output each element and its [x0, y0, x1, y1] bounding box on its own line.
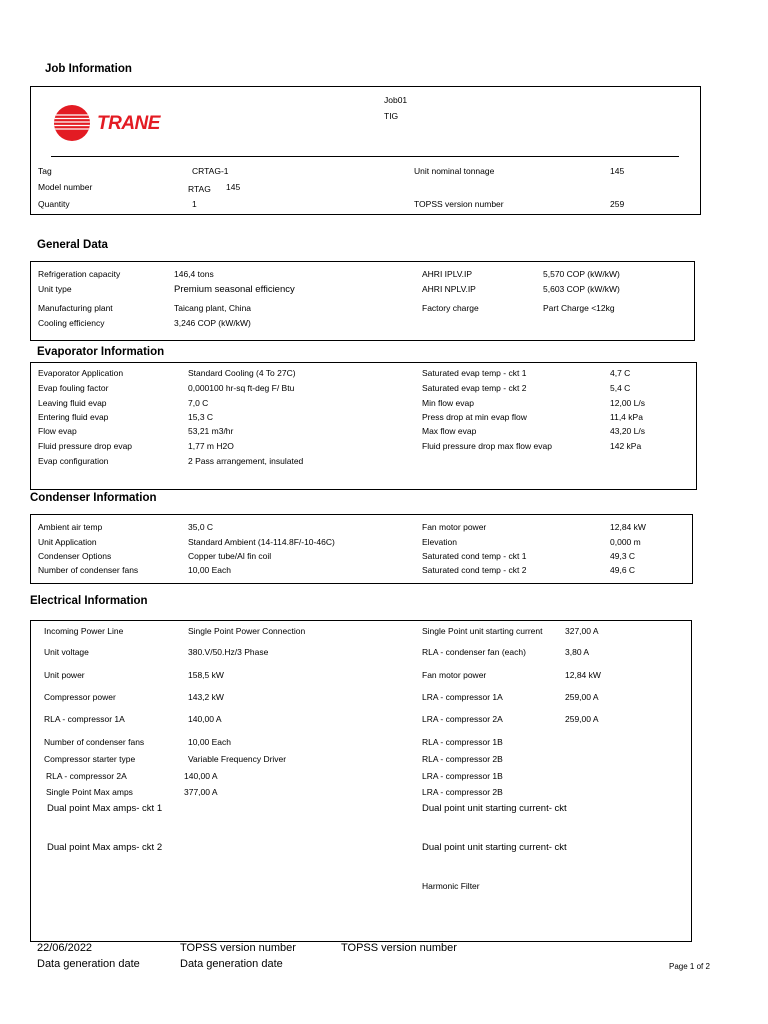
job-subname: TIG: [384, 111, 399, 121]
label-sat-evap-ckt2: Saturated evap temp - ckt 2: [422, 383, 527, 393]
label-unit-type: Unit type: [38, 284, 72, 294]
value-fluid-pressure-drop: 1,77 m H2O: [188, 441, 234, 451]
value-min-flow: 12,00 L/s: [610, 398, 645, 408]
value-evaporator-application: Standard Cooling (4 To 27C): [188, 368, 296, 378]
value-unit-application: Standard Ambient (14-114.8F/-10-46C): [188, 537, 335, 547]
label-harmonic-filter: Harmonic Filter: [422, 881, 480, 891]
value-unit-power: 158,5 kW: [188, 670, 224, 680]
value-max-flow: 43,20 L/s: [610, 426, 645, 436]
label-evaporator-application: Evaporator Application: [38, 368, 124, 378]
value-manufacturing-plant: Taicang plant, China: [174, 303, 252, 313]
value-ahri-nplv: 5,603 COP (kW/kW): [543, 284, 620, 294]
label-rla-1b: RLA - compressor 1B: [422, 737, 503, 747]
value-cooling-efficiency: 3,246 COP (kW/kW): [174, 318, 251, 328]
label-lra-2a: LRA - compressor 2A: [422, 714, 503, 724]
electrical-heading: Electrical Information: [30, 595, 148, 607]
label-rla-2b: RLA - compressor 2B: [422, 754, 503, 764]
condenser-heading: Condenser Information: [30, 492, 157, 504]
job-information-heading: Job Information: [45, 63, 132, 75]
label-unit-power: Unit power: [44, 670, 85, 680]
value-condenser-options: Copper tube/Al fin coil: [188, 551, 272, 561]
general-data-box: [30, 261, 695, 341]
label-dual-point-ckt2: Dual point Max amps- ckt 2: [47, 842, 163, 853]
value-elec-fan-motor-power: 12,84 kW: [565, 670, 601, 680]
trane-logo: [51, 102, 181, 146]
value-elevation: 0,000 m: [610, 537, 641, 547]
value-ahri-iplv: 5,570 COP (kW/kW): [543, 269, 620, 279]
value-lra-2a: 259,00 A: [565, 714, 599, 724]
footer-date-value: 22/06/2022: [37, 942, 93, 954]
label-compressor-power: Compressor power: [44, 692, 116, 702]
label-factory-charge: Factory charge: [422, 303, 479, 313]
value-unit-voltage: 380.V/50.Hz/3 Phase: [188, 647, 269, 657]
value-compressor-starter: Variable Frequency Driver: [188, 754, 287, 764]
label-rla-2a: RLA - compressor 2A: [46, 771, 127, 781]
value-rla-2a: 140,00 A: [184, 771, 218, 781]
label-dual-point-ckt1: Dual point Max amps- ckt 1: [47, 803, 163, 814]
value-tag: CRTAG-1: [192, 166, 229, 176]
value-topss-version: 259: [610, 199, 625, 209]
label-topss-version: TOPSS version number: [414, 199, 504, 209]
value-elec-condenser-fans: 10,00 Each: [188, 737, 232, 747]
value-incoming-power-line: Single Point Power Connection: [188, 626, 306, 636]
value-press-drop-min: 11,4 kPa: [610, 412, 643, 422]
value-sat-cond-ckt2: 49,6 C: [610, 565, 636, 575]
value-sat-evap-ckt2: 5,4 C: [610, 383, 631, 393]
label-ahri-iplv: AHRI IPLV.IP: [422, 269, 473, 279]
label-ambient-air-temp: Ambient air temp: [38, 522, 103, 532]
value-model-number: RTAG: [188, 184, 211, 194]
label-dual-point-starting-2: Dual point unit starting current- ckt: [422, 842, 567, 853]
label-tag: Tag: [38, 166, 52, 176]
value-evap-fouling: 0,000100 hr-sq ft-deg F/ Btu: [188, 383, 295, 393]
label-lra-2b: LRA - compressor 2B: [422, 787, 503, 797]
job-divider: [51, 156, 679, 157]
page-number: Page 1 of 2: [669, 962, 710, 971]
label-evap-configuration: Evap configuration: [38, 456, 109, 466]
label-sat-cond-ckt1: Saturated cond temp - ckt 1: [422, 551, 527, 561]
value-unit-nominal-tonnage: 145: [610, 166, 625, 176]
footer-date-label: Data generation date: [37, 958, 140, 970]
value-refrigeration-capacity: 146,4 tons: [174, 269, 214, 279]
job-information-box: [30, 86, 701, 215]
label-elec-fan-motor-power: Fan motor power: [422, 670, 487, 680]
electrical-box: [30, 620, 692, 942]
label-sp-starting-current: Single Point unit starting current: [422, 626, 543, 636]
label-min-flow: Min flow evap: [422, 398, 474, 408]
value-flow-evap: 53,21 m3/hr: [188, 426, 234, 436]
label-unit-voltage: Unit voltage: [44, 647, 89, 657]
value-sp-starting-current: 327,00 A: [565, 626, 599, 636]
label-evap-fouling: Evap fouling factor: [38, 383, 109, 393]
label-dual-point-starting-1: Dual point unit starting current- ckt: [422, 803, 567, 814]
label-elevation: Elevation: [422, 537, 457, 547]
label-leaving-fluid: Leaving fluid evap: [38, 398, 107, 408]
label-ahri-nplv: AHRI NPLV.IP: [422, 284, 476, 294]
label-incoming-power-line: Incoming Power Line: [44, 626, 124, 636]
trane-logo-text: TRANE: [97, 113, 160, 134]
condenser-box: [30, 514, 693, 584]
label-cooling-efficiency: Cooling efficiency: [38, 318, 105, 328]
value-factory-charge: Part Charge <12kg: [543, 303, 615, 313]
label-elec-condenser-fans: Number of condenser fans: [44, 737, 145, 747]
evaporator-box: [30, 362, 697, 490]
job-name: Job01: [384, 95, 408, 105]
value-compressor-power: 143,2 kW: [188, 692, 224, 702]
label-lra-1b: LRA - compressor 1B: [422, 771, 503, 781]
value-pressure-drop-max: 142 kPa: [610, 441, 642, 451]
label-sat-cond-ckt2: Saturated cond temp - ckt 2: [422, 565, 527, 575]
label-unit-application: Unit Application: [38, 537, 97, 547]
label-press-drop-min: Press drop at min evap flow: [422, 412, 527, 422]
footer-topss-label-2: TOPSS version number: [341, 942, 457, 954]
value-ambient-air-temp: 35,0 C: [188, 522, 214, 532]
value-entering-fluid: 15,3 C: [188, 412, 214, 422]
label-fan-motor-power: Fan motor power: [422, 522, 487, 532]
value-sat-evap-ckt1: 4,7 C: [610, 368, 631, 378]
label-pressure-drop-max: Fluid pressure drop max flow evap: [422, 441, 552, 451]
label-max-flow: Max flow evap: [422, 426, 477, 436]
label-model-number: Model number: [38, 182, 93, 192]
label-flow-evap: Flow evap: [38, 426, 77, 436]
label-number-condenser-fans: Number of condenser fans: [38, 565, 139, 575]
label-rla-condenser-fan: RLA - condenser fan (each): [422, 647, 526, 657]
value-lra-1a: 259,00 A: [565, 692, 599, 702]
footer-date-label-2: Data generation date: [180, 958, 283, 970]
value-leaving-fluid: 7,0 C: [188, 398, 209, 408]
label-lra-1a: LRA - compressor 1A: [422, 692, 503, 702]
label-condenser-options: Condenser Options: [38, 551, 112, 561]
value-quantity: 1: [192, 199, 197, 209]
value-evap-configuration: 2 Pass arrangement, insulated: [188, 456, 304, 466]
value-rla-1a: 140,00 A: [188, 714, 222, 724]
label-fluid-pressure-drop: Fluid pressure drop evap: [38, 441, 133, 451]
value-model-size: 145: [226, 182, 241, 192]
evaporator-heading: Evaporator Information: [37, 346, 165, 358]
label-sat-evap-ckt1: Saturated evap temp - ckt 1: [422, 368, 527, 378]
label-refrigeration-capacity: Refrigeration capacity: [38, 269, 121, 279]
value-fan-motor-power: 12,84 kW: [610, 522, 646, 532]
value-sat-cond-ckt1: 49,3 C: [610, 551, 636, 561]
general-data-heading: General Data: [37, 239, 108, 251]
value-rla-condenser-fan: 3,80 A: [565, 647, 590, 657]
footer-topss-label-1: TOPSS version number: [180, 942, 296, 954]
value-single-point-max-amps: 377,00 A: [184, 787, 218, 797]
value-unit-type: Premium seasonal efficiency: [174, 284, 295, 295]
value-number-condenser-fans: 10,00 Each: [188, 565, 232, 575]
label-entering-fluid: Entering fluid evap: [38, 412, 109, 422]
label-unit-nominal-tonnage: Unit nominal tonnage: [414, 166, 495, 176]
label-quantity: Quantity: [38, 199, 70, 209]
label-manufacturing-plant: Manufacturing plant: [38, 303, 113, 313]
label-rla-1a: RLA - compressor 1A: [44, 714, 125, 724]
label-single-point-max-amps: Single Point Max amps: [46, 787, 133, 797]
label-compressor-starter: Compressor starter type: [44, 754, 136, 764]
